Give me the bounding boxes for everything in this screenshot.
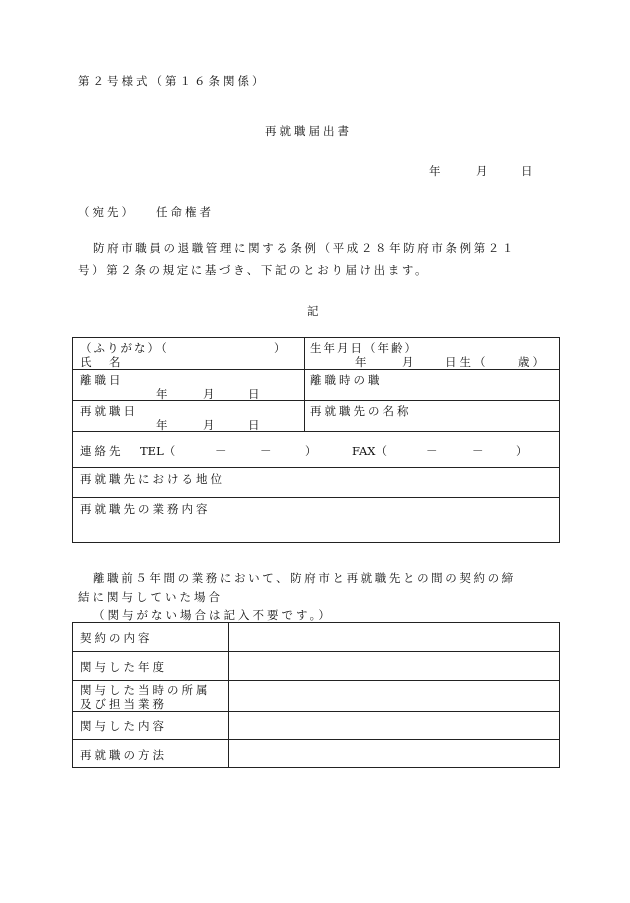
furigana-label: （ふりがな）（ [80,341,169,355]
date-month: 月 [476,164,488,178]
addressee-label: （宛先） [78,205,136,219]
note-line-1: 離職前５年間の業務において、防府市と再就職先との間の契約の締 [93,571,516,585]
fax-dash-2: － [472,444,484,458]
birth-year: 年 [355,355,367,369]
rehire-day: 日 [248,418,260,432]
intro-line-1: 防府市職員の退職管理に関する条例（平成２８年防府市条例第２１ [93,241,516,255]
retire-date-label: 離職日 [80,373,124,387]
tel-dash-1: － [215,444,227,458]
retire-day: 日 [248,387,260,401]
intro-line-2: 号）第２条の規定に基づき、下記のとおり届け出ます。 [78,263,430,277]
ki-label: 記 [307,304,319,318]
tel-close: ） [305,444,317,458]
rehire-date-label: 再就職日 [80,404,138,418]
tel-label: TEL（ [140,444,176,458]
affiliation-label-2: 及び担当業務 [80,697,167,711]
birth-day: 日生（ [445,355,489,369]
fax-dash-1: － [426,444,438,458]
tel-dash-2: － [260,444,272,458]
note-line-3: （関与がない場合は記入不要です。） [93,608,333,622]
involvement-label: 関与した内容 [80,719,167,733]
affiliation-label-1: 関与した当時の所属 [80,683,211,697]
rehire-month: 月 [203,418,215,432]
birth-month: 月 [402,355,414,369]
name-label: 氏 名 [80,355,124,369]
birth-age: 歳） [518,355,547,369]
fax-label: FAX（ [352,444,387,458]
addressee: 任命権者 [156,205,214,219]
note-line-2: 結に関与していた場合 [78,590,223,604]
position-label: 再就職先における地位 [80,472,225,486]
retire-month: 月 [203,387,215,401]
rehire-name-label: 再就職先の名称 [310,404,412,418]
rehire-method-label: 再就職の方法 [80,748,167,762]
retire-year: 年 [156,387,168,401]
contract-content-label: 契約の内容 [80,631,153,645]
business-label: 再就職先の業務内容 [80,502,211,516]
rehire-year: 年 [156,418,168,432]
date-year: 年 [429,164,441,178]
retire-post-label: 離職時の職 [310,373,383,387]
form-number: 第２号様式（第１６条関係） [78,74,267,88]
furigana-close: ） [274,341,286,355]
fax-close: ） [516,444,528,458]
page-title: 再就職届出書 [265,124,352,138]
date-day: 日 [521,164,533,178]
involved-year-label: 関与した年度 [80,660,167,674]
birth-label: 生年月日（年齢） [310,341,418,355]
contact-label: 連絡先 [80,444,124,458]
